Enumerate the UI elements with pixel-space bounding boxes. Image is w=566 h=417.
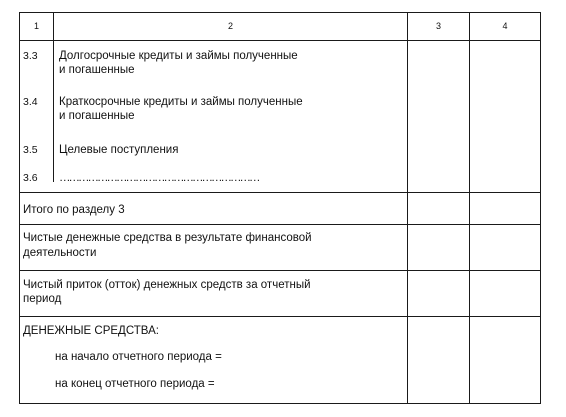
column-3-header: 3 [435,21,441,31]
column-1-header: 1 [33,21,39,31]
net-cash-label-line1: Чистые денежные средства в результате финансовой [23,232,312,244]
net-flow-label-line1: Чистый приток (отток) денежных средств за отчетный [23,279,311,291]
border-total-bottom [19,224,541,225]
row-3-6-dotted-line: ……………………………………………………… [59,172,259,184]
border-flow-bottom [19,316,541,317]
border-col2-right [407,12,408,404]
row-3-3-number: 3.3 [23,50,38,62]
net-flow-label-line2: период [23,293,62,305]
cash-flow-form-table [19,12,541,404]
row-3-4-number: 3.4 [23,96,38,108]
row-3-4-label-line1: Краткосрочные кредиты и займы полученные [59,96,303,108]
border-bottom [19,403,541,404]
cash-end-label: на конец отчетного периода = [55,378,215,390]
border-net-bottom [19,270,541,271]
section-total-label: Итого по разделу 3 [23,204,125,216]
row-3-5-label: Целевые поступления [59,144,179,156]
row-3-5-number: 3.5 [23,144,38,156]
row-3-6-number: 3.6 [23,172,38,184]
cash-start-label: на начало отчетного периода = [55,351,222,363]
column-4-header: 4 [502,21,508,31]
column-2-header: 2 [227,21,233,31]
border-section-bottom [19,192,541,193]
border-right [540,12,541,404]
row-3-3-label-line1: Долгосрочные кредиты и займы полученные [59,50,298,62]
border-header-bottom [19,40,541,41]
net-cash-label-line2: деятельности [23,247,97,259]
row-3-3-label-line2: и погашенные [59,64,135,76]
row-3-4-label-line2: и погашенные [59,110,135,122]
border-left [19,12,20,404]
border-col3-right [469,12,470,404]
cash-heading: ДЕНЕЖНЫЕ СРЕДСТВА: [23,325,159,337]
